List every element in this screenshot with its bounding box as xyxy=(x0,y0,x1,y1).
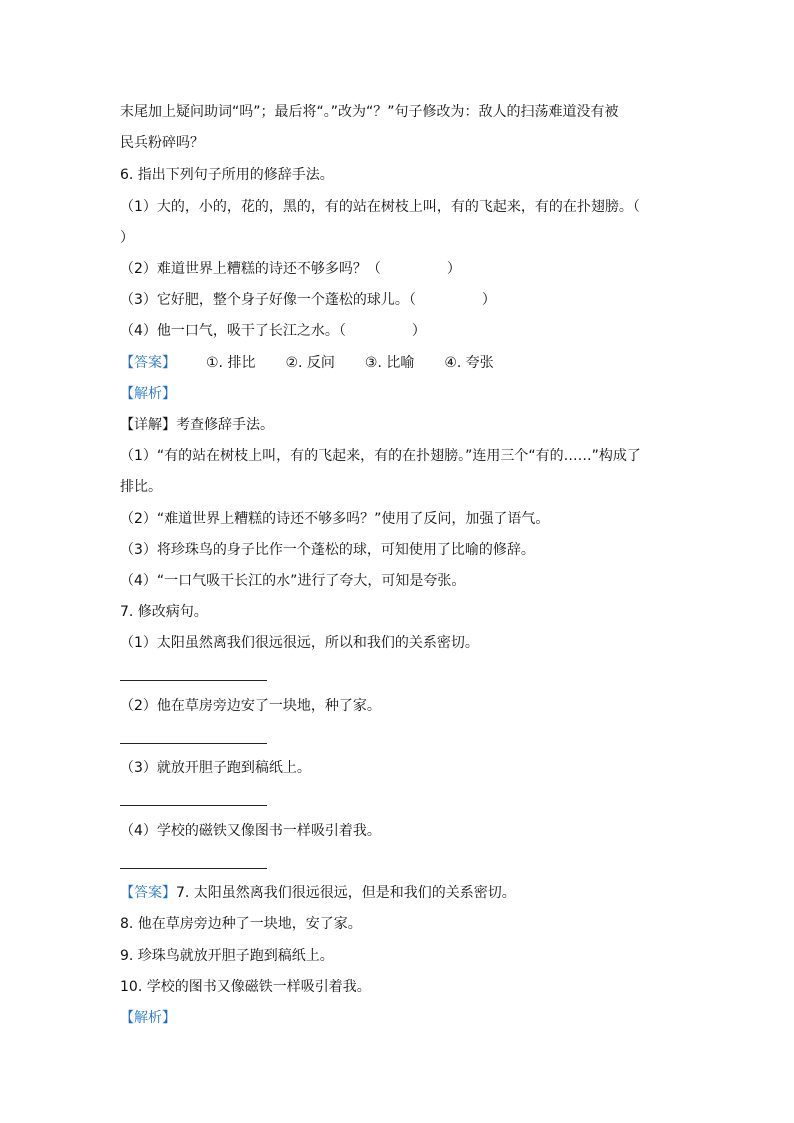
answer-item: ④. 夸张 xyxy=(444,355,494,371)
detail-item-4: （4）“一口气吸干长江的水”进行了夸大，可知是夸张。 xyxy=(120,573,466,589)
detail-text: 考查修辞手法。 xyxy=(176,417,274,433)
question-text: （3）它好肥，整个身子好像一个蓬松的球儿。（ xyxy=(120,292,416,308)
question-6-item-2 xyxy=(120,259,461,279)
question-6-item-4 xyxy=(120,321,426,341)
detail-tag: 【详解】 xyxy=(120,417,176,433)
detail-line xyxy=(120,415,274,435)
detail-item-1: （1）“有的站在树枝上叫，有的飞起来，有的在扑翅膀。”连用三个“有的……”构成了 xyxy=(120,448,641,464)
answer-item: ②. 反问 xyxy=(285,355,335,371)
detail-item-1-cont: 排比。 xyxy=(120,479,162,495)
question-text: （4）他一口气，吸干了长江之水。（ xyxy=(120,323,346,339)
answer-8: 8. 他在草房旁边种了一块地，安了家。 xyxy=(120,916,362,932)
detail-item-3: （3）将珍珠鸟的身子比作一个蓬松的球，可知使用了比喻的修辞。 xyxy=(120,542,535,558)
question-7-title: 7. 修改病句。 xyxy=(120,604,208,620)
answer-10: 10. 学校的图书又像磁铁一样吸引着我。 xyxy=(120,979,371,995)
question-7-item-2: （2）他在草房旁边安了一块地，种了家。 xyxy=(120,698,381,714)
question-6-item-1-close: ） xyxy=(120,230,134,246)
question-6-item-3 xyxy=(120,290,496,310)
answer-line xyxy=(120,353,494,373)
question-7-item-1: （1）太阳虽然离我们很远很远，所以和我们的关系密切。 xyxy=(120,635,479,651)
text-line: 民兵粉碎吗？ xyxy=(120,135,204,151)
analysis-tag: 【解析】 xyxy=(120,386,176,402)
question-7-item-4: （4）学校的磁铁又像图书一样吸引着我。 xyxy=(120,823,381,839)
paren-close: ） xyxy=(446,261,461,277)
question-6-title: 6. 指出下列句子所用的修辞手法。 xyxy=(120,167,334,183)
answer-underline xyxy=(120,868,267,869)
paren-close: ） xyxy=(411,323,426,339)
question-7-item-3: （3）就放开胆子跑到稿纸上。 xyxy=(120,760,311,776)
detail-item-2: （2）“难道世界上糟糕的诗还不够多吗？”使用了反问，加强了语气。 xyxy=(120,511,550,527)
answer-underline xyxy=(120,680,267,681)
question-6-item-1: （1）大的，小的，花的，黑的，有的站在树枝上叫，有的飞起来，有的在扑翅膀。（ xyxy=(120,199,640,215)
question-text: （2）难道世界上糟糕的诗还不够多吗？（ xyxy=(120,261,381,277)
answer-underline xyxy=(120,743,267,744)
answer-tag: 【答案】 xyxy=(120,885,176,901)
paren-close: ） xyxy=(481,292,496,308)
text-line: 末尾加上疑问助词“吗”；最后将“。”改为“？”句子修改为：敌人的扫荡难道没有被 xyxy=(120,104,619,120)
analysis-tag: 【解析】 xyxy=(120,1010,176,1026)
answer-tag: 【答案】 xyxy=(120,355,176,371)
answer-item: ①. 排比 xyxy=(206,355,256,371)
answer-underline xyxy=(120,805,267,806)
answer-line-2 xyxy=(120,883,516,903)
answer-item: ③. 比喻 xyxy=(364,355,415,371)
answer-9: 9. 珍珠鸟就放开胆子跑到稿纸上。 xyxy=(120,948,334,964)
answer-7: 7. 太阳虽然离我们很远很远，但是和我们的关系密切。 xyxy=(176,885,516,901)
